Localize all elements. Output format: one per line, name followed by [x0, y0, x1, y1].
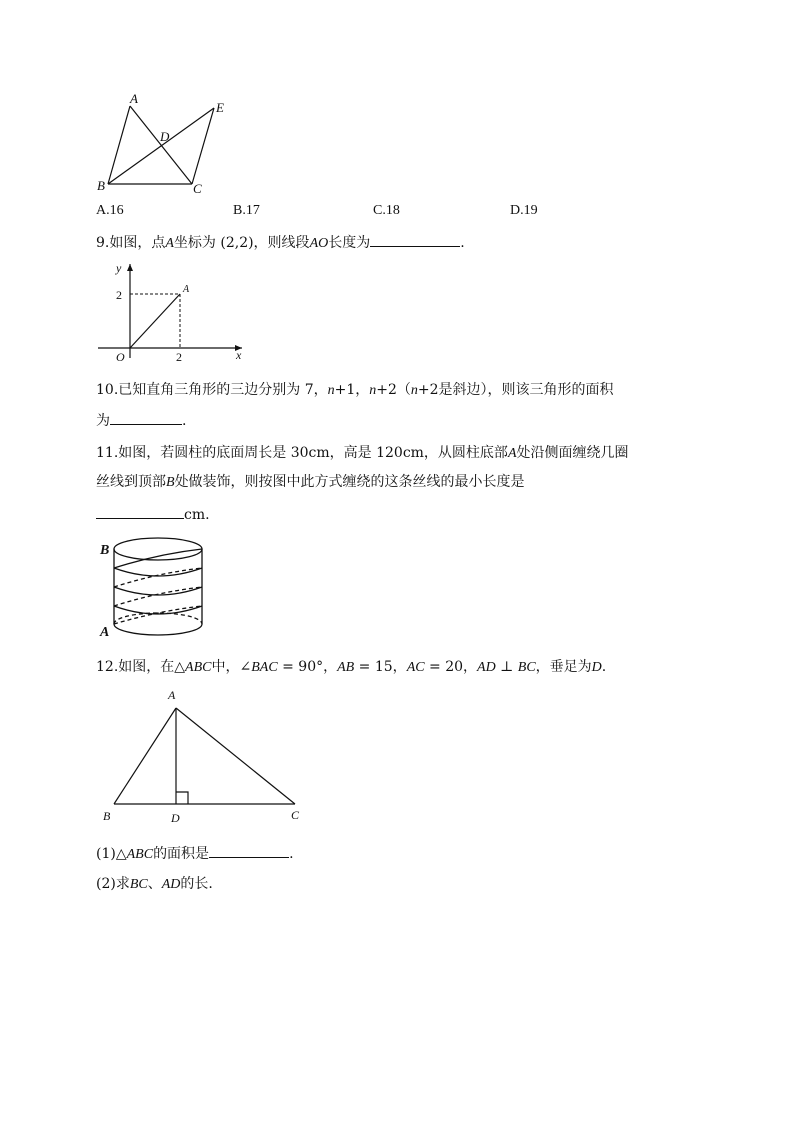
fig9-ytick-2: 2: [116, 288, 122, 302]
q8-option-a: A.16: [96, 203, 124, 218]
fig8-label-d: D: [160, 129, 170, 144]
fig8-label-b: B: [97, 178, 105, 193]
fig9-origin-o: O: [116, 350, 125, 364]
fig9-axis-y: y: [116, 261, 122, 275]
fig8-label-c: C: [193, 181, 202, 196]
fig9-axis-x: x: [236, 348, 242, 362]
question-10-line-1: 10.已知直角三角形的三边分别为 7，n+1，n+2（n+2是斜边），则该三角形的面积: [96, 382, 614, 398]
fig12-label-d: D: [171, 811, 180, 825]
figure-q12-right-triangle: [96, 686, 316, 828]
answer-blank-q12-1[interactable]: [209, 843, 289, 858]
figure-q11-cylinder: [96, 532, 214, 644]
question-11-line-3: cm.: [96, 504, 210, 525]
question-12-part-2: (2)求BC、AD的长.: [96, 876, 213, 892]
answer-blank-q11[interactable]: [96, 504, 184, 519]
fig11-label-b: B: [100, 543, 110, 558]
q8-option-d: D.19: [510, 203, 538, 218]
figure-q8-diagram: [92, 90, 242, 200]
fig12-label-c: C: [291, 808, 300, 822]
fig12-label-a: A: [168, 688, 176, 702]
fig8-label-a: A: [130, 91, 138, 106]
question-12-part-1: (1)△ABC的面积是 .: [96, 843, 294, 865]
question-9-text: 9.如图，点A坐标为 (2,2)，则线段AO长度为 .: [96, 232, 465, 254]
q8-option-c: C.18: [373, 203, 400, 218]
fig8-label-e: E: [216, 100, 224, 115]
question-11-line-2: 丝线到顶部B处做装饰，则按图中此方式缠绕的这条丝线的最小长度是: [96, 474, 525, 490]
question-11-line-1: 11.如图，若圆柱的底面周长是 30cm，高是 120cm，从圆柱底部A处沿侧面缠绕几圈: [96, 445, 629, 461]
fig12-label-b: B: [103, 809, 111, 823]
figure-q9-coordinate-plot: [94, 258, 254, 364]
q8-option-b: B.17: [233, 203, 260, 218]
answer-blank-q10[interactable]: [110, 410, 182, 425]
question-10-line-2: 为 .: [96, 410, 186, 431]
fig9-point-a: A: [183, 284, 190, 295]
fig9-xtick-2: 2: [176, 350, 182, 364]
fig11-label-a: A: [100, 625, 110, 640]
question-12-text: 12.如图，在△ABC中，∠BAC = 90°，AB = 15，AC = 20，AD ⊥ BC，垂足为D.: [96, 659, 607, 675]
answer-blank-q9[interactable]: [370, 232, 460, 247]
